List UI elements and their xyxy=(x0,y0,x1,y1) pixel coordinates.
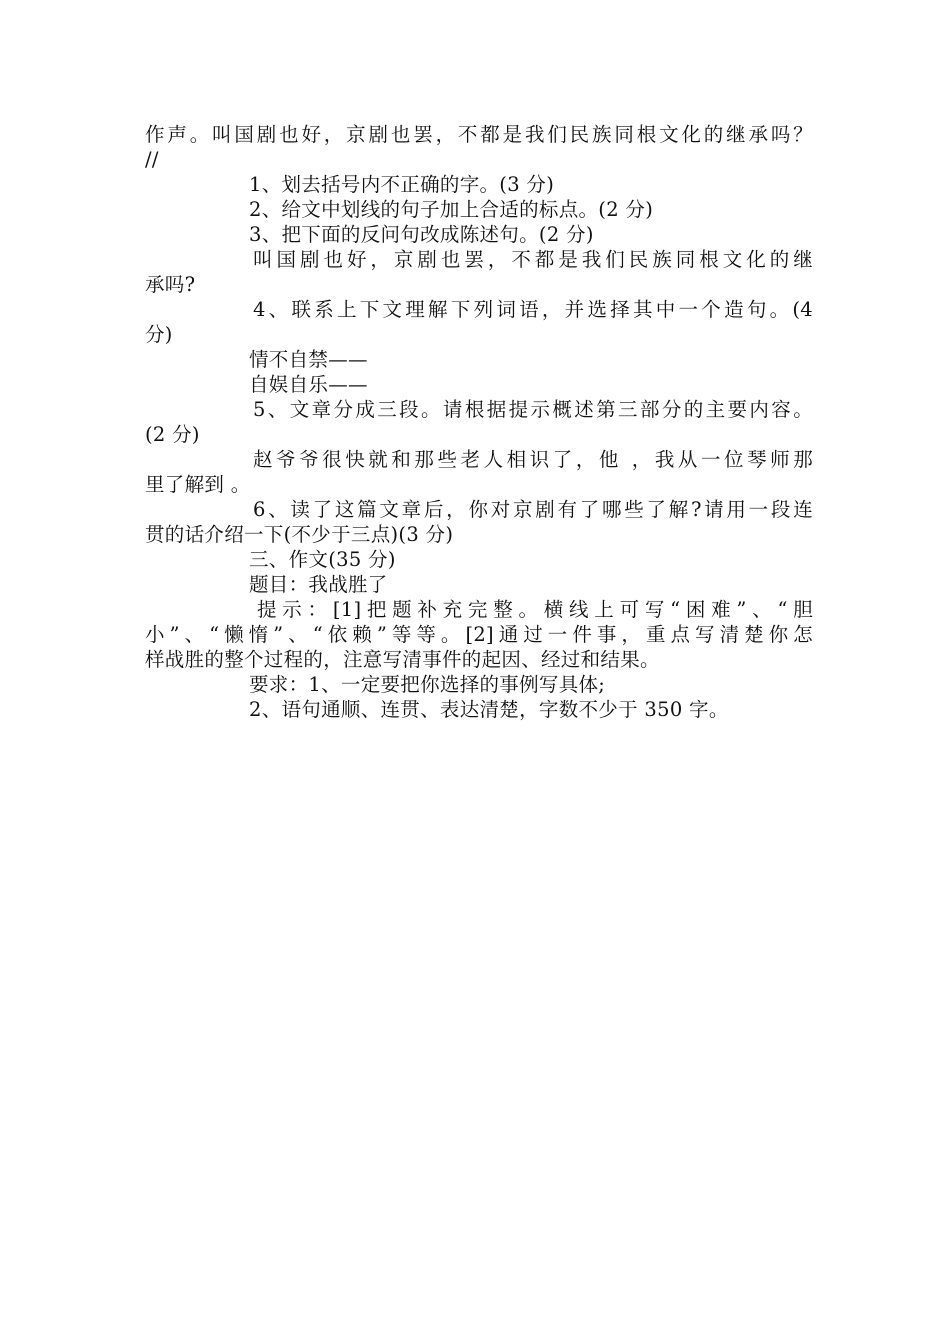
summary-hint-cont: 里了解到 。 xyxy=(145,473,251,496)
question-2: 2、给文中划线的句子加上合适的标点。(2 分) xyxy=(249,198,654,221)
question-3: 3、把下面的反问句改成陈述句。(2 分) xyxy=(249,223,594,246)
question-5-cont: (2 分) xyxy=(145,423,200,446)
essay-title: 题目：我战胜了 xyxy=(249,573,388,596)
question-5: 5、文章分成三段。请根据提示概述第三部分的主要内容。 xyxy=(253,398,813,421)
essay-requirement: 2、语句通顺、连贯、表达清楚，字数不少于 350 字。 xyxy=(249,698,729,721)
question-1: 1、划去括号内不正确的字。(3 分) xyxy=(249,173,555,196)
essay-hint-cont: 小”、“懒惰”、“依赖”等等。[2]通过一件事，重点写清楚你怎 xyxy=(145,623,813,646)
paragraph-line: // xyxy=(145,148,159,171)
question-4-cont: 分) xyxy=(145,323,173,346)
question-4: 4、联系上下文理解下列词语，并选择其中一个造句。(4 xyxy=(253,298,813,321)
essay-hint-cont: 样战胜的整个过程的，注意写清事件的起因、经过和结果。 xyxy=(145,648,660,671)
word-item: 情不自禁—— xyxy=(249,348,368,371)
paragraph-line: 作声。叫国剧也好，京剧也罢，不都是我们民族同根文化的继承吗？ xyxy=(145,123,813,146)
quoted-sentence-cont: 承吗? xyxy=(145,273,196,296)
section-heading: 三、作文(35 分) xyxy=(249,548,396,571)
essay-hint: 提示：[1]把题补充完整。横线上可写“困难”、“胆 xyxy=(257,598,813,621)
question-6: 6、读了这篇文章后，你对京剧有了哪些了解?请用一段连 xyxy=(253,498,813,521)
question-6-cont: 贯的话介绍一下(不少于三点)(3 分) xyxy=(145,523,454,546)
summary-hint: 赵爷爷很快就和那些老人相识了，他 ，我从一位琴师那 xyxy=(253,448,813,471)
essay-requirement: 要求：1、一定要把你选择的事例写具体; xyxy=(249,673,606,696)
quoted-sentence: 叫国剧也好，京剧也罢，不都是我们民族同根文化的继 xyxy=(253,248,813,271)
document-body xyxy=(145,122,813,722)
word-item: 自娱自乐—— xyxy=(249,373,368,396)
